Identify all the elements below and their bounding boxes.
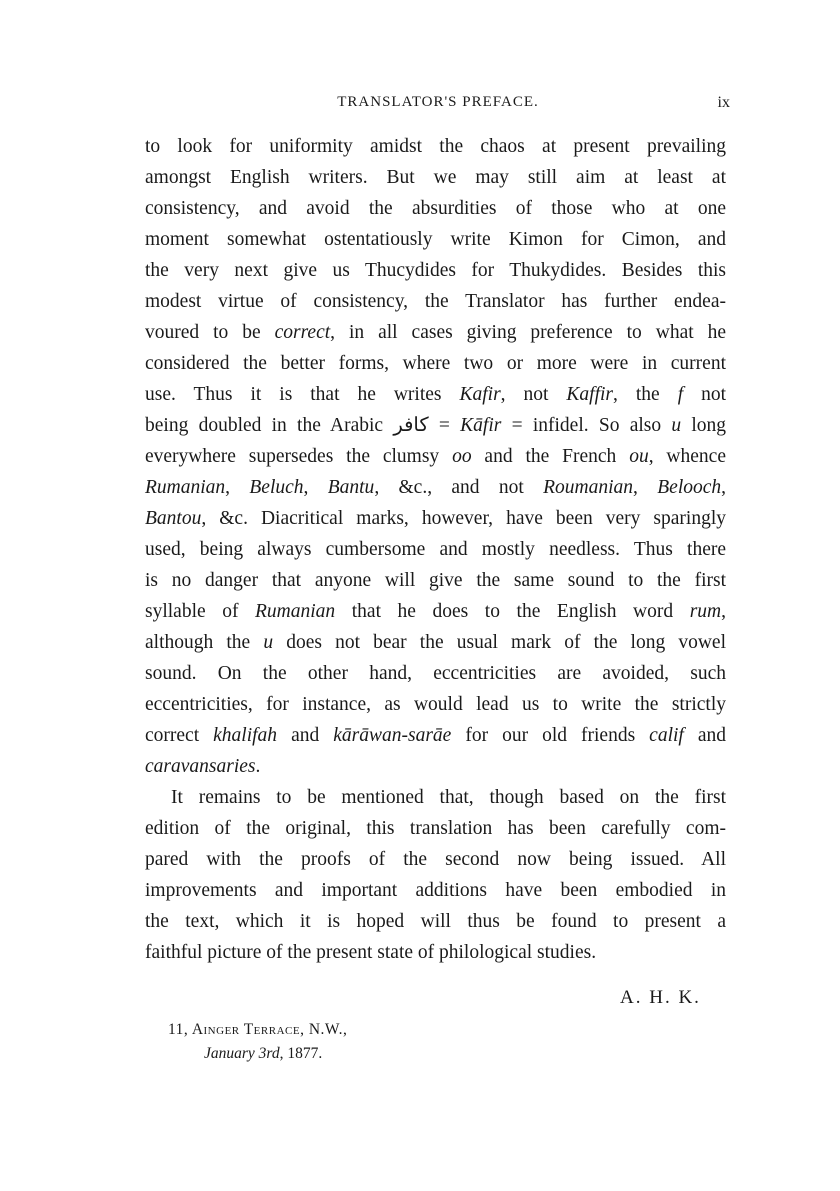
text-run: the very next give us Thucydides for Thukydides. Besides this [145,260,726,281]
italic-term: kārāwan-sarāe [333,725,452,746]
text-line [145,937,726,968]
text-run: It remains to be mentioned that, though based on the first [171,787,726,808]
text-run: , [633,477,658,498]
text-run: , the [613,384,678,405]
text-run: voured to be [145,322,275,343]
text-run: , [721,601,726,622]
text-run: is no danger that anyone will give the same sound to the first [145,570,726,591]
date-year: , 1877. [279,1045,323,1062]
italic-term: khalifah [213,725,278,746]
text-line [145,844,726,875]
text-run: faithful picture of the present state of philological studies. [145,942,597,963]
text-run: = infidel. So also [501,415,672,436]
text-line [145,162,726,193]
text-line [145,503,726,534]
text-line [145,348,726,379]
text-run: to look for uniformity amidst the chaos at present prevailing [145,136,726,157]
running-header [146,94,730,120]
text-run: , whence [648,446,726,467]
text-run: , &c., and not [374,477,544,498]
italic-term: Rumanian [255,601,336,622]
text-run: use. Thus it is that he writes [145,384,460,405]
italic-term: Bantou [145,508,202,529]
text-run: for our old friends [451,725,650,746]
italic-term: Kaffir [566,384,614,405]
text-run: and the French [471,446,630,467]
italic-term: Bantu [327,477,375,498]
address-line [168,1021,347,1039]
text-run: sound. On the other hand, eccentricities are avoided, such [145,663,726,684]
text-line [145,875,726,906]
text-run: used, being always cumbersome and mostly needless. Thus there [145,539,726,560]
text-line [145,658,726,689]
text-run: although the [145,632,264,653]
text-run: being doubled in the Arabic [145,415,394,436]
text-run: , [303,477,328,498]
date-line [204,1045,322,1063]
text-run: improvements and important additions have been embodied in [145,880,726,901]
text-run: eccentricities, for instance, as would lead us to write the strictly [145,694,726,715]
text-run: , in all cases giving preference to what he [330,322,726,343]
italic-term: correct [274,322,331,343]
italic-term: ou [629,446,649,467]
text-run: and [683,725,727,746]
text-line [145,565,726,596]
text-run: pared with the proofs of the second now being issued. All [145,849,726,870]
italic-term: Kāfir [460,415,502,436]
text-run: . [255,756,261,777]
text-line [145,255,726,286]
address-text: 11, Ainger Terrace, N.W., [168,1021,348,1038]
italic-term: rum [689,601,722,622]
italic-term: u [671,415,682,436]
italic-term: Rumanian [145,477,226,498]
text-run: and [277,725,334,746]
text-run: not [683,384,727,405]
text-line [145,224,726,255]
text-run: , [225,477,250,498]
text-run: everywhere supersedes the clumsy [145,446,453,467]
italic-term: caravansaries [145,756,256,777]
text-run: كافر [393,415,429,436]
italic-term: Kafir [459,384,501,405]
text-line [145,596,726,627]
text-run: does not bear the usual mark of the long vowel [273,632,726,653]
text-run: consistency, and avoid the absurdities of those who at one [145,198,726,219]
text-run: amongst English writers. But we may still aim at least at [145,167,726,188]
text-line [145,410,726,441]
text-line [145,131,726,162]
text-run: considered the better forms, where two or more were in current [145,353,726,374]
italic-term: Roumanian [543,477,634,498]
text-run: , not [500,384,567,405]
date-month-day: January 3rd [204,1045,280,1062]
text-run: , [721,477,727,498]
italic-term: u [263,632,274,653]
text-line [145,317,726,348]
text-line [145,782,726,813]
italic-term: Beluch [249,477,304,498]
text-line [145,689,726,720]
text-run: modest virtue of consistency, the Translator has further endea- [145,291,726,312]
text-line [145,441,726,472]
text-line [145,627,726,658]
italic-term: f [677,384,684,405]
text-run: correct [145,725,214,746]
text-line [145,751,726,782]
text-run: long [681,415,727,436]
text-run: edition of the original, this translation has been carefully com- [145,818,726,839]
text-line [145,906,726,937]
text-line [145,472,726,503]
text-line [145,720,726,751]
text-run: that he does to the English word [335,601,690,622]
text-run: moment somewhat ostentatiously write Kimon for Cimon, and [145,229,726,250]
page-title: TRANSLATOR'S PREFACE. [337,94,539,110]
italic-term: calif [649,725,684,746]
text-run: the text, which it is hoped will thus be found to present a [145,911,726,932]
text-run: = [428,415,461,436]
page-number: ix [717,94,730,111]
italic-term: Belooch [657,477,722,498]
body-text [145,131,726,968]
text-run: , &c. Diacritical marks, however, have been very sparingly [201,508,726,529]
text-line [145,193,726,224]
text-line [145,534,726,565]
text-line [145,379,726,410]
italic-term: oo [452,446,472,467]
text-line [145,813,726,844]
text-line [145,286,726,317]
signature: A. H. K. [620,987,701,1008]
text-run: syllable of [145,601,256,622]
